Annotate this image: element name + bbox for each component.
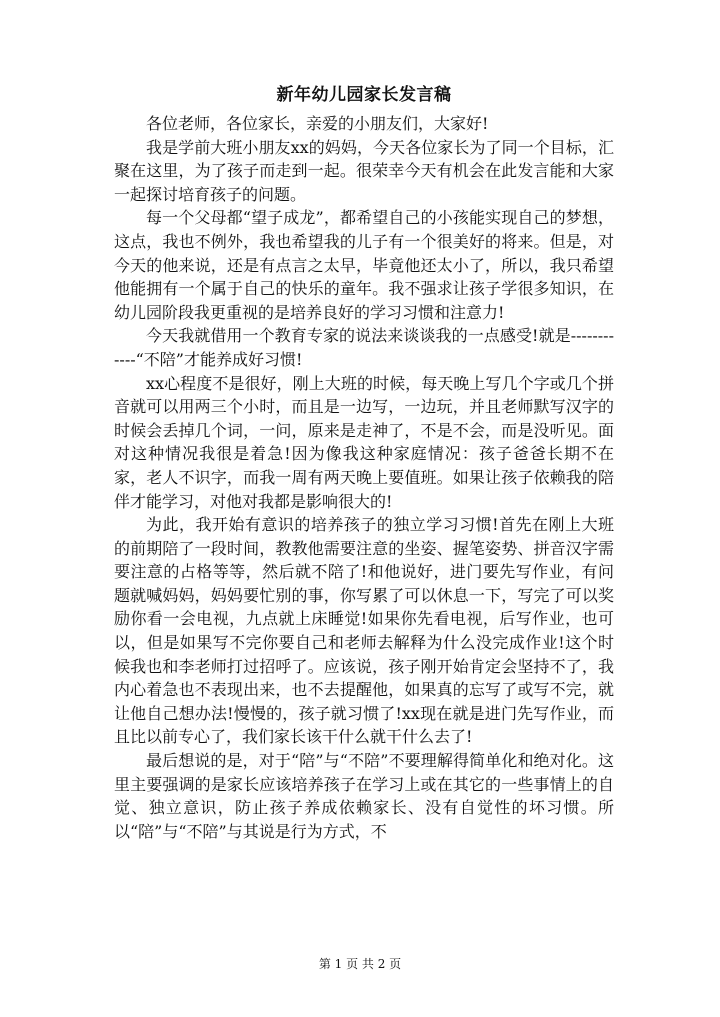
paragraph-theme: 今天我就借用一个教育专家的说法来谈谈我的一点感受!就是------------“不陪”才能养成好习惯!: [114, 326, 614, 369]
document-page: [114, 84, 614, 843]
paragraph-method: 为此，我开始有意识的培养孩子的独立学习习惯!首先在刚上大班的前期陪了一段时间，教教他需要注意的坐姿、握笔姿势、拼音汉字需要注意的占格等等，然后就不陪了!和他说好，进门要先写作业，有问题就喊妈妈，妈妈要忙别的事，你写累了可以休息一下，写完了可以奖励你看一会电视，九点就上床睡觉!如果你先看电视，后写作业，也可以，但是如果写不完你要自己和老师去解释为什么没完成作业!这个时候我也和李老师打过招呼了。应该说，孩子刚开始肯定会坚持不了，我内心着急也不表现出来，也不去提醒他，如果真的忘写了或写不完，就让他自己想办法!慢慢的，孩子就习惯了!xx现在就是进门先写作业，而且比以前专心了，我们家长该干什么就干什么去了!: [114, 515, 614, 747]
paragraph-greeting: 各位老师，各位家长，亲爱的小朋友们，大家好!: [146, 114, 489, 133]
paragraph-expectations: 每一个父母都“望子成龙”，都希望自己的小孩能实现自己的梦想，这点，我也不例外，我也希望我的儿子有一个很美好的将来。但是，对今天的他来说，还是有点言之太早，毕竟他还太小了，所以，我只希望他能拥有一个属于自己的快乐的童年。我不强求让孩子学很多知识，在幼儿园阶段我更重视的是培养良好的学习习惯和注意力!: [114, 208, 614, 322]
paragraph-situation: xx心程度不是很好，刚上大班的时候，每天晚上写几个字或几个拼音就可以用两三个小时，而且是一边写，一边玩，并且老师默写汉字的时候会丢掉几个词，一问，原来是走神了，不是不会，而是没听见。面对这种情况我很是着急!因为像我这种家庭情况：孩子爸爸长期不在家，老人不识字，而我一周有两天晚上要值班。如果让孩子依赖我的陪伴才能学习，对他对我都是影响很大的!: [114, 373, 614, 511]
document-title: 新年幼儿园家长发言稿: [276, 85, 452, 105]
page-footer: 第 1 页 共 2 页: [318, 957, 402, 971]
paragraph-intro: 我是学前大班小朋友xx的妈妈，今天各位家长为了同一个目标，汇聚在这里，为了孩子而走到一起。很荣幸今天有机会在此发言能和大家一起探讨培育孩子的问题。: [114, 137, 614, 204]
paragraph-conclusion: 最后想说的是，对于“陪”与“不陪”不要理解得简单化和绝对化。这里主要强调的是家长应该培养孩子在学习上或在其它的一些事情上的自觉、独立意识，防止孩子养成依赖家长、没有自觉性的坏习惯。所以“陪”与“不陪”与其说是行为方式，不: [114, 751, 614, 841]
